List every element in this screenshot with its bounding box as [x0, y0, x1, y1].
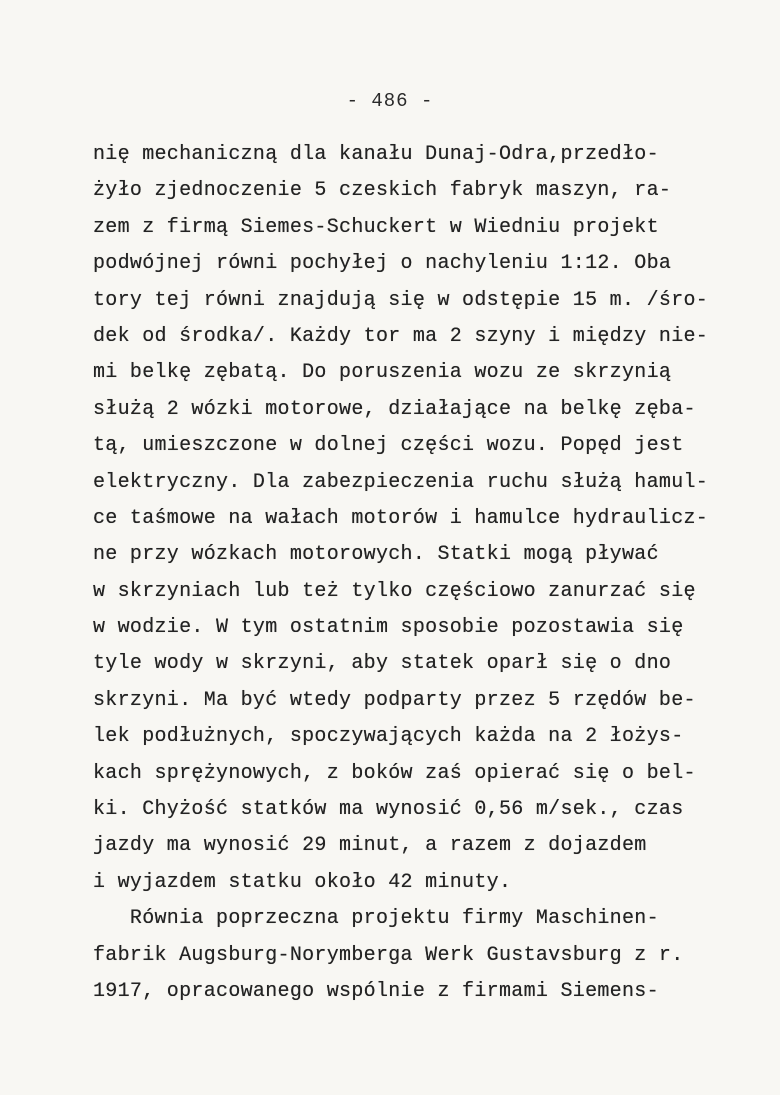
text-line: służą 2 wózki motorowe, działające na belkę zęba-	[93, 397, 696, 421]
body-text	[93, 137, 709, 1010]
text-line: żyło zjednoczenie 5 czeskich fabryk maszyn, ra-	[93, 179, 672, 203]
page-number: - 486 -	[346, 90, 434, 112]
text-line: elektryczny. Dla zabezpieczenia ruchu służą hamul-	[93, 470, 709, 494]
text-line: nię mechaniczną dla kanału Dunaj-Odra,przedło-	[93, 143, 659, 166]
text-line: zem z firmą Siemes-Schuckert w Wiedniu projekt	[93, 215, 659, 239]
text-line: w wodzie. W tym ostatnim sposobie pozostawia się	[93, 616, 684, 640]
text-line: podwójnej równi pochyłej o nachyleniu 1:12. Oba	[93, 252, 672, 276]
text-line: skrzyni. Ma być wtedy podparty przez 5 rzędów be-	[93, 688, 696, 712]
text-line: kach sprężynowych, z boków zaś opierać się o bel-	[93, 761, 696, 785]
text-line: jazdy ma wynosić 29 minut, a razem z dojazdem	[93, 834, 647, 858]
text-line: ki. Chyżość statków ma wynosić 0,56 m/sek., czas	[93, 798, 684, 822]
text-line: tory tej równi znajdują się w odstępie 15 m. /śro-	[93, 288, 709, 312]
text-line: tą, umieszczone w dolnej części wozu. Popęd jest	[93, 434, 684, 458]
text-line: ne przy wózkach motorowych. Statki mogą pływać	[93, 543, 659, 567]
text-line: dek od środka/. Każdy tor ma 2 szyny i między nie-	[93, 324, 709, 348]
text-line: lek podłużnych, spoczywających każda na 2 łożys-	[93, 725, 684, 749]
text-line: mi belkę zębatą. Do poruszenia wozu ze skrzynią	[93, 361, 672, 385]
text-line: i wyjazdem statku około 42 minuty.	[93, 870, 512, 894]
text-line: ce taśmowe na wałach motorów i hamulce hydraulicz-	[93, 506, 709, 530]
text-line: tyle wody w skrzyni, aby statek oparł się o dno	[93, 652, 672, 676]
text-line: Równia poprzeczna projektu firmy Maschinen-	[93, 907, 659, 931]
text-line: 1917, opracowanego wspólnie z firmami Siemens-	[93, 979, 659, 1003]
text-line: fabrik Augsburg-Norymberga Werk Gustavsburg z r.	[93, 943, 684, 967]
text-line: w skrzyniach lub też tylko częściowo zanurzać się	[93, 579, 696, 603]
